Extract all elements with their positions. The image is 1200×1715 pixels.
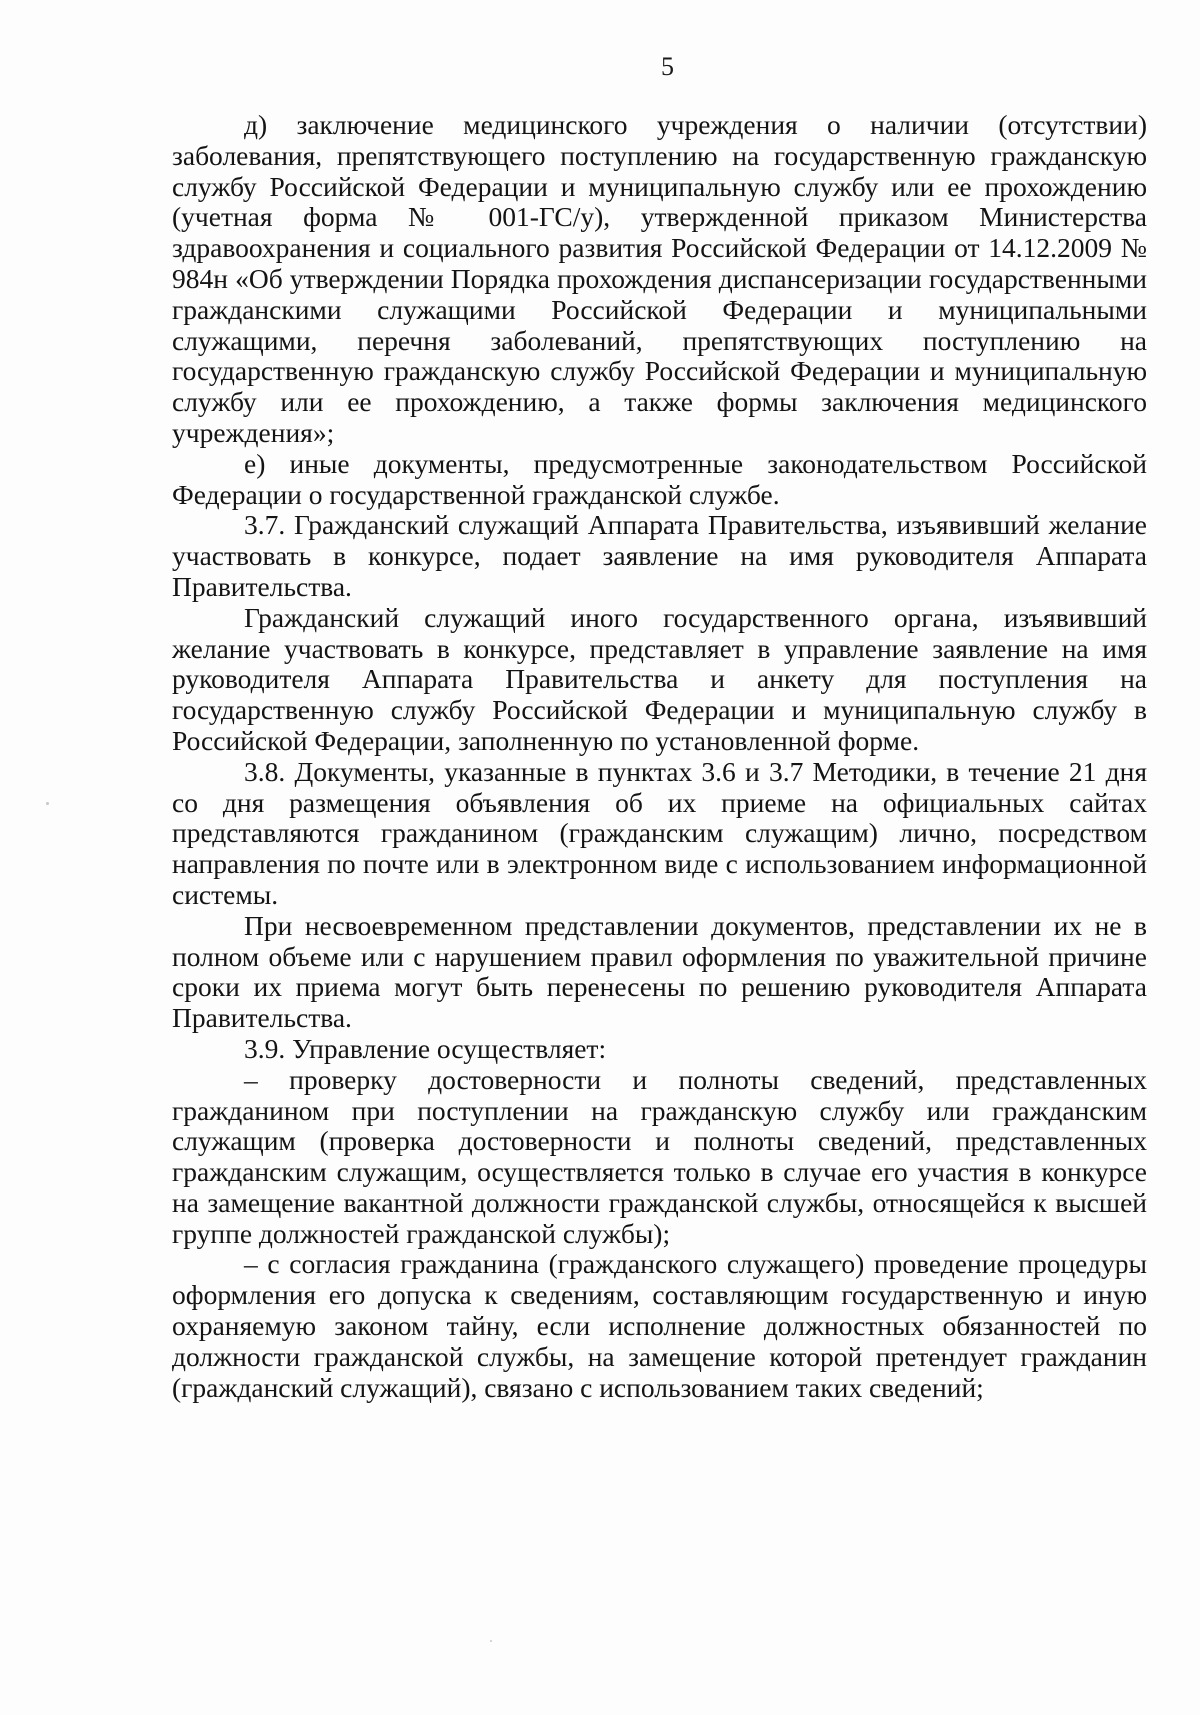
- paragraph-item-d: д) заключение медицинского учреждения о наличии (отсутствии) заболевания, препятствующего поступлению на государственную гражданскую службу Российской Федерации и муниципальную службу или ее прохождению (учетная форма № 001-ГС/у), утвержденной приказом Министерства здравоохранения и социального развития Российской Федерации от 14.12.2009 № 984н «Об утверждении Порядка прохождения диспансеризации государственными гражданскими служащими Российской Федерации и муниципальными служащими, перечня заболеваний, препятствующих поступлению на государственную гражданскую службу Российской Федерации и муниципальную службу или ее прохождению, а также формы заключения медицинского учреждения»;: [172, 109, 1147, 448]
- paragraph-3-9-heading: 3.9. Управление осуществляет:: [244, 1032, 607, 1064]
- paragraph-item-e: е) иные документы, предусмотренные законодательством Российской Федерации о государственной гражданской службе.: [172, 447, 1147, 510]
- paragraph-3-7-other-organ: Гражданский служащий иного государственного органа, изъявивший желание участвовать в конкурсе, представляет в управление заявление на имя руководителя Аппарата Правительства и анкету для поступления на государственную службу Российской Федерации и муниципальную службу в Российской Федерации, заполненную по установленной форме.: [172, 601, 1147, 756]
- document-body: [172, 110, 1147, 1403]
- paragraph-3-9-verification: – проверку достоверности и полноты сведений, представленных гражданином при поступлении на гражданскую службу или гражданским служащим (проверка достоверности и полноты сведений, представленных гражданским служащим, осуществляется только в случае его участия в конкурсе на замещение вакантной должности гражданской службы, относящейся к высшей группе должностей гражданской службы);: [172, 1063, 1147, 1249]
- paragraph-3-7: 3.7. Гражданский служащий Аппарата Правительства, изъявивший желание участвовать в конкурсе, подает заявление на имя руководителя Аппарата Правительства.: [172, 509, 1147, 602]
- paragraph-3-8: 3.8. Документы, указанные в пунктах 3.6 и 3.7 Методики, в течение 21 дня со дня размещения объявления об их приеме на официальных сайтах представляются гражданином (гражданским служащим) лично, посредством направления по почте или в электронном виде с использованием информационной системы.: [172, 755, 1147, 910]
- scan-speck: [46, 802, 49, 805]
- paragraph-3-9-clearance: – с согласия гражданина (гражданского служащего) проведение процедуры оформления его допуска к сведениям, составляющим государственную и иную охраняемую законом тайну, если исполнение должностных обязанностей по должности гражданской службы, на замещение которой претендует гражданин (гражданский служащий), связано с использованием таких сведений;: [172, 1248, 1147, 1403]
- paragraph-3-8-late-submission: При несвоевременном представлении документов, представлении их не в полном объеме или с нарушением правил оформления по уважительной причине сроки их приема могут быть перенесены по решению руководителя Аппарата Правительства.: [172, 909, 1147, 1034]
- scan-speck: [490, 1640, 492, 1642]
- page-number: 5: [661, 52, 674, 81]
